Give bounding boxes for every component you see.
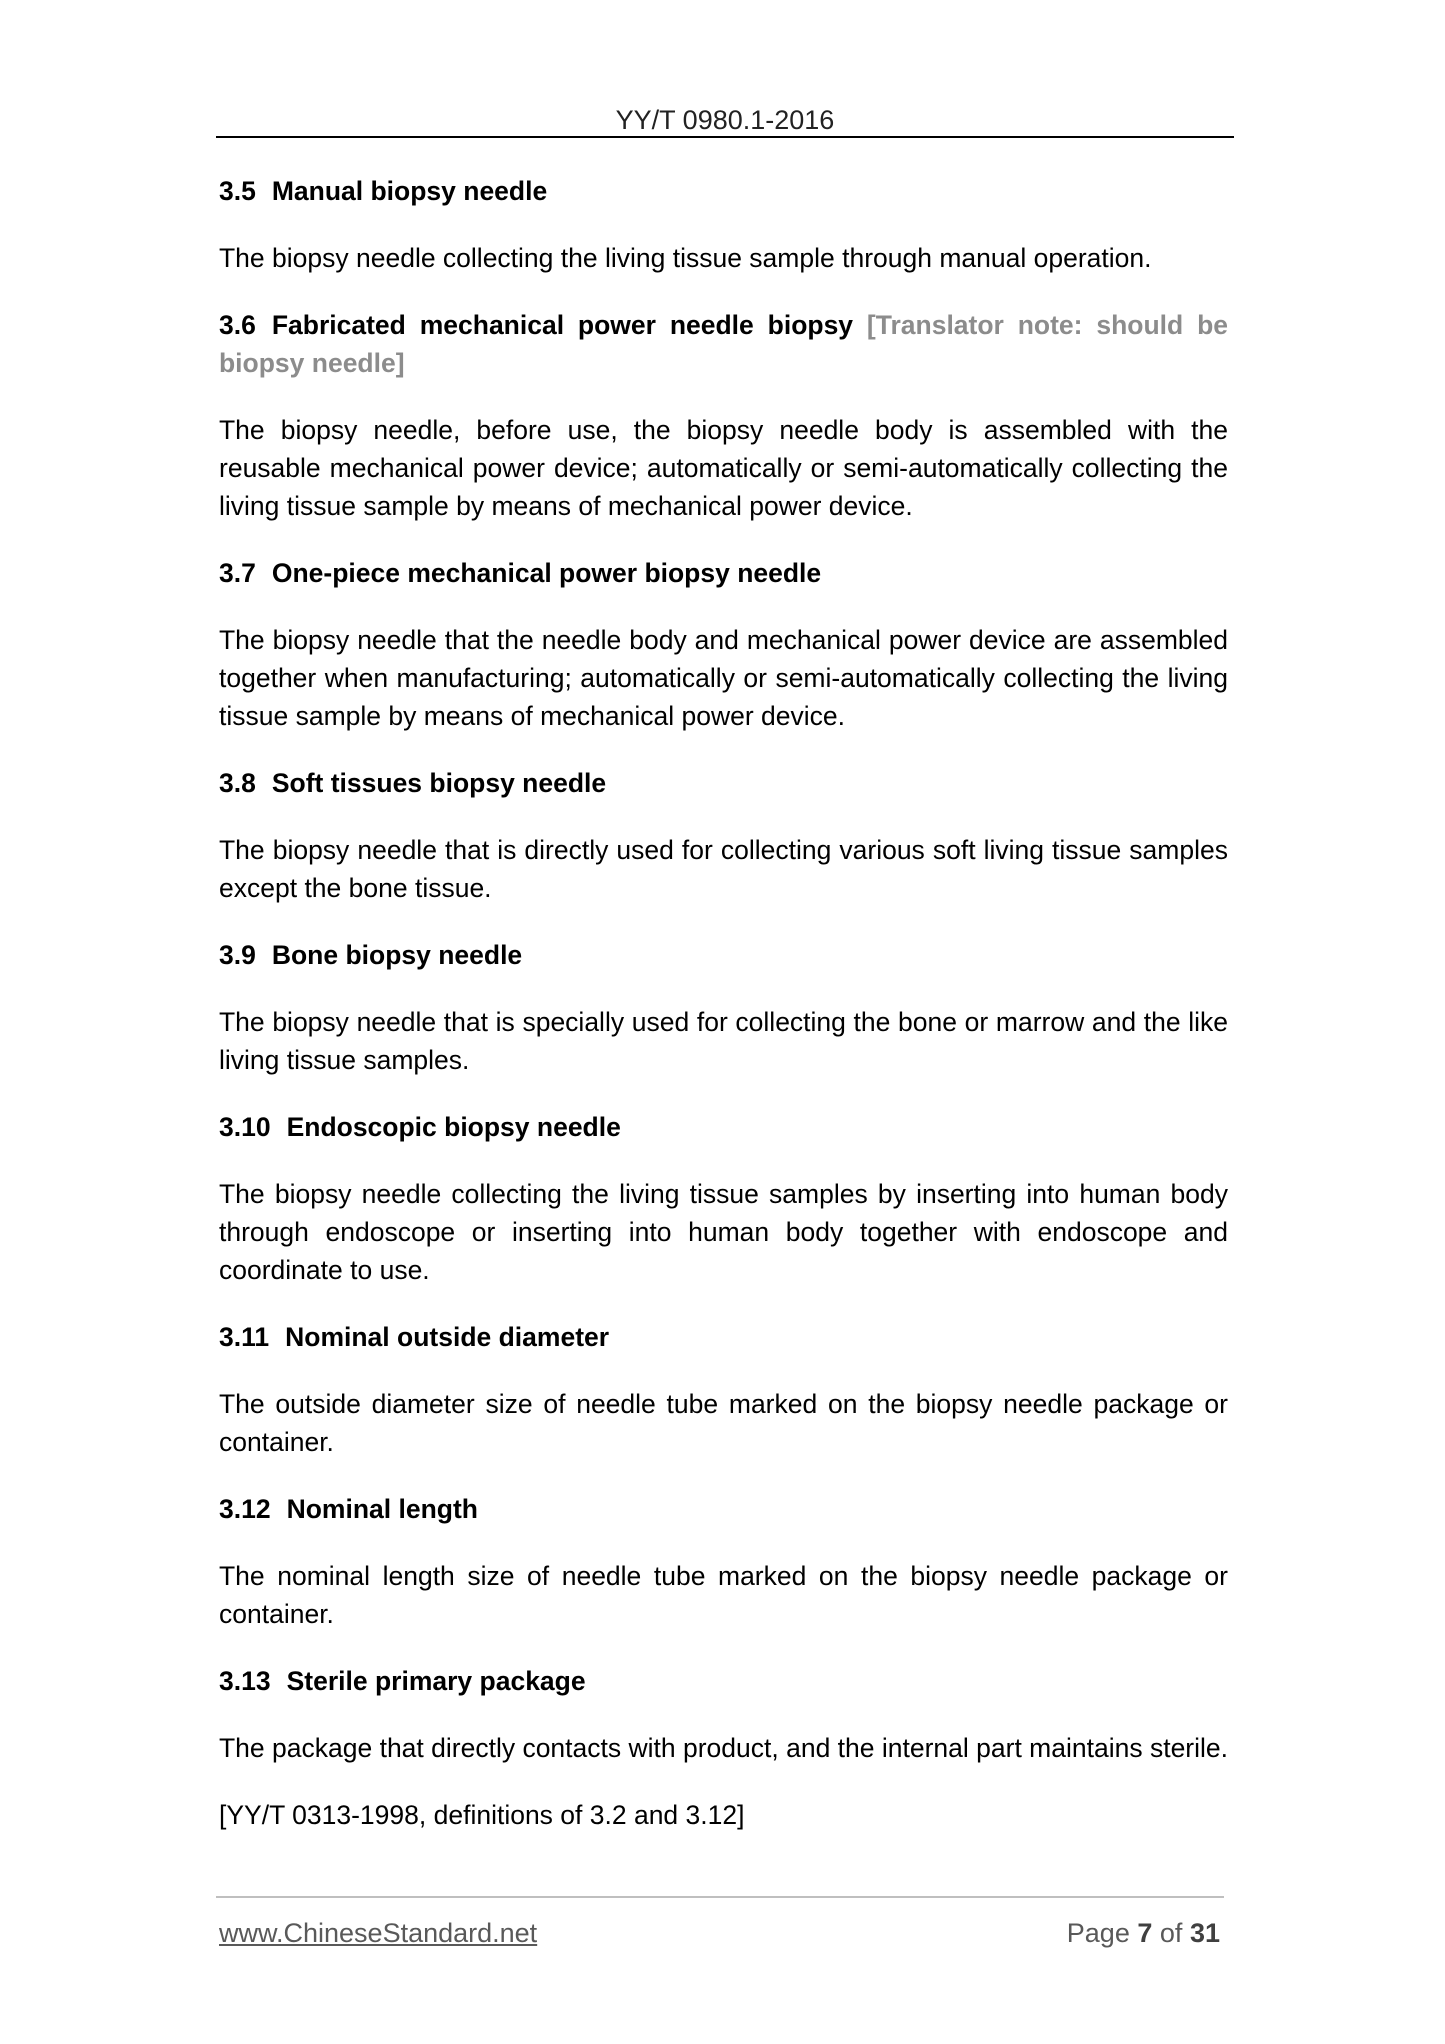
section-paragraph: The biopsy needle collecting the living tissue samples by inserting into human body through endoscope or inserting into human body together with endoscope and coordinate to use.	[219, 1179, 1228, 1285]
page-number	[1067, 1916, 1220, 1950]
section-3-5	[219, 172, 1228, 277]
section-heading	[219, 1108, 1228, 1146]
section-3-11	[219, 1318, 1228, 1461]
section-3-10	[219, 1108, 1228, 1289]
section-title: One-piece mechanical power biopsy needle	[271, 558, 822, 588]
section-heading	[219, 1662, 1228, 1700]
section-paragraph: The biopsy needle that is specially used for collecting the bone or marrow and the like living tissue samples.	[219, 1007, 1228, 1075]
section-3-7	[219, 554, 1228, 735]
section-paragraph: The package that directly contacts with product, and the internal part maintains sterile.	[219, 1733, 1229, 1763]
section-paragraph: The biopsy needle that is directly used for collecting various soft living tissue samples except the bone tissue.	[219, 835, 1228, 903]
section-3-6	[219, 306, 1228, 525]
section-3-9	[219, 936, 1228, 1079]
section-heading	[219, 764, 1228, 802]
footer-divider	[216, 1896, 1224, 1898]
section-heading	[219, 1490, 1228, 1528]
section-number: 3.10	[219, 1112, 271, 1142]
section-number: 3.7	[219, 558, 256, 588]
section-number: 3.6	[219, 310, 256, 340]
section-paragraph: The biopsy needle collecting the living tissue sample through manual operation.	[219, 243, 1152, 273]
section-paragraph: The outside diameter size of needle tube marked on the biopsy needle package or container.	[219, 1389, 1228, 1457]
section-title: Fabricated mechanical power needle biopsy	[271, 310, 854, 340]
section-title: Nominal length	[286, 1494, 478, 1524]
section-paragraph: The nominal length size of needle tube marked on the biopsy needle package or container.	[219, 1561, 1228, 1629]
section-title: Endoscopic biopsy needle	[286, 1112, 621, 1142]
document-body	[219, 172, 1228, 1863]
section-paragraph: The biopsy needle, before use, the biopsy needle body is assembled with the reusable mechanical power device; automatically or semi-automatically collecting the living tissue sample by means of mechanical power device.	[219, 415, 1228, 521]
reference-citation: [YY/T 0313-1998, definitions of 3.2 and 3.12]	[219, 1800, 745, 1830]
section-3-13	[219, 1662, 1228, 1834]
section-title: Manual biopsy needle	[271, 176, 548, 206]
section-number: 3.13	[219, 1666, 271, 1696]
page-label: Page	[1066, 1918, 1130, 1948]
section-number: 3.8	[219, 768, 256, 798]
section-title: Sterile primary package	[286, 1666, 586, 1696]
section-number: 3.5	[219, 176, 256, 206]
section-number: 3.12	[219, 1494, 271, 1524]
section-heading	[219, 306, 1228, 382]
section-heading	[219, 1318, 1228, 1356]
section-heading	[219, 936, 1228, 974]
page-of-label: of	[1159, 1918, 1183, 1948]
section-number: 3.9	[219, 940, 256, 970]
section-3-8	[219, 764, 1228, 907]
translator-note: [Translator note: should be biopsy needle]	[219, 310, 1228, 378]
section-title: Nominal outside diameter	[285, 1322, 610, 1352]
website-link[interactable]: www.ChineseStandard.net	[219, 1918, 538, 1948]
section-number: 3.11	[219, 1322, 270, 1352]
section-title: Soft tissues biopsy needle	[271, 768, 607, 798]
section-3-12	[219, 1490, 1228, 1633]
section-title: Bone biopsy needle	[271, 940, 523, 970]
current-page: 7	[1137, 1918, 1153, 1948]
section-paragraph: The biopsy needle that the needle body and mechanical power device are assembled together when manufacturing; automatically or semi-automatically collecting the living tissue sample by means of mechanical power device.	[219, 625, 1228, 731]
section-heading	[219, 172, 1228, 210]
document-code-header: YY/T 0980.1-2016	[615, 105, 835, 135]
header-divider	[216, 136, 1234, 138]
total-pages: 31	[1189, 1918, 1220, 1948]
section-heading	[219, 554, 1228, 592]
